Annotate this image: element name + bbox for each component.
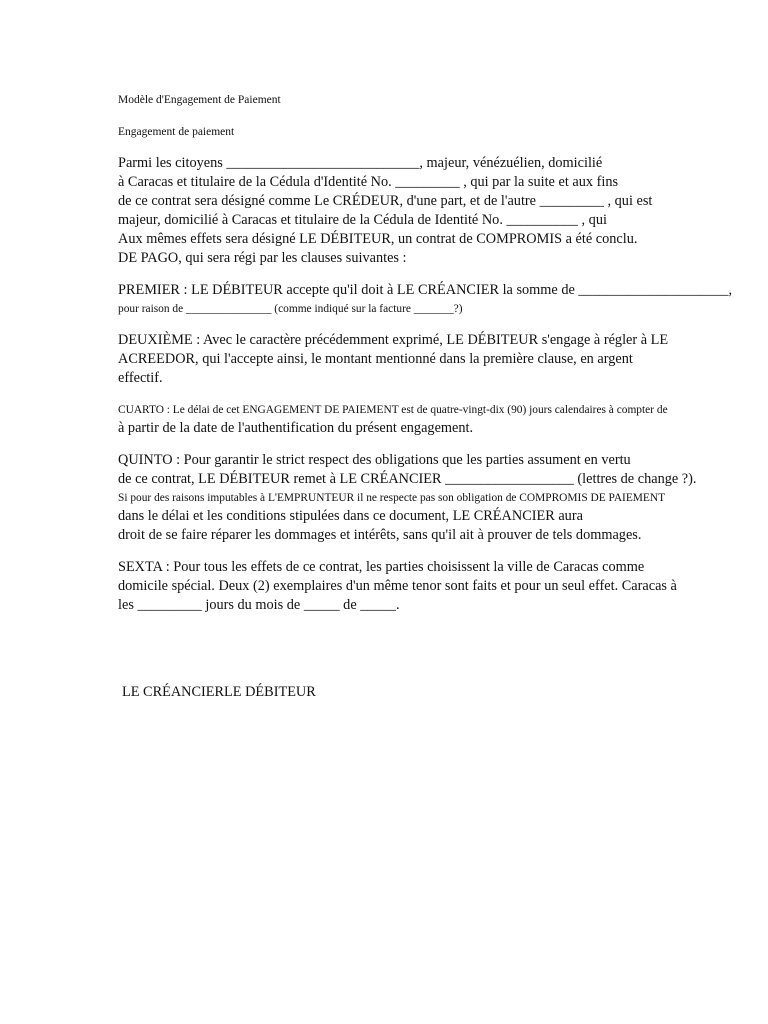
paragraph-line: QUINTO : Pour garantir le strict respect des obligations que les parties assument en vertu	[118, 452, 631, 468]
paragraph-line: pour raison de _______________ (comme indiqué sur la facture _______?)	[118, 303, 463, 315]
paragraph-line: majeur, domicilié à Caracas et titulaire de la Cédula de Identité No. __________ , qui	[118, 212, 607, 228]
paragraph-line: ACREEDOR, qui l'accepte ainsi, le montant mentionné dans la première clause, en argent	[118, 351, 633, 367]
document-title: Modèle d'Engagement de Paiement	[118, 94, 281, 106]
paragraph-line: PREMIER : LE DÉBITEUR accepte qu'il doit à LE CRÉANCIER la somme de _____________________,	[118, 282, 733, 298]
clause-cuarto	[118, 401, 693, 438]
paragraph-line: droit de se faire réparer les dommages et intérêts, sans qu'il ait à prouver de tels dommages.	[118, 527, 642, 543]
clause-sexta	[118, 558, 693, 615]
paragraph-line: à partir de la date de l'authentification du présent engagement.	[118, 420, 474, 436]
clause-quinto	[118, 451, 697, 545]
paragraph-line: de ce contrat sera désigné comme Le CRÉDEUR, d'une part, et de l'autre _________ , qui est	[118, 193, 653, 209]
paragraph-parties	[118, 154, 693, 268]
paragraph-line: Parmi les citoyens ___________________________, majeur, vénézuélien, domicilié	[118, 155, 603, 171]
clause-deuxieme	[118, 331, 693, 388]
paragraph-line: DEUXIÈME : Avec le caractère précédemment exprimé, LE DÉBITEUR s'engage à régler à LE	[118, 332, 669, 348]
document-body	[118, 92, 733, 615]
paragraph-line: DE PAGO, qui sera régi par les clauses suivantes :	[118, 250, 407, 266]
paragraph-line: de ce contrat, LE DÉBITEUR remet à LE CRÉANCIER __________________ (lettres de change ?).	[118, 471, 697, 487]
signature-line: LE CRÉANCIERLE DÉBITEUR	[122, 684, 316, 700]
paragraph-line: effectif.	[118, 370, 163, 386]
paragraph-line: Si pour des raisons imputables à L'EMPRUNTEUR il ne respecte pas son obligation de COMPROMIS DE PAIEMENT	[118, 492, 666, 504]
paragraph-line: SEXTA : Pour tous les effets de ce contrat, les parties choisissent la ville de Caracas comme	[118, 559, 645, 575]
paragraph-line: domicile spécial. Deux (2) exemplaires d'un même tenor sont faits et pour un seul effet. Caracas à	[118, 578, 677, 594]
document-subtitle: Engagement de paiement	[118, 126, 235, 138]
paragraph-line: à Caracas et titulaire de la Cédula d'Identité No. _________ , qui par la suite et aux fins	[118, 174, 619, 190]
clause-premier	[118, 281, 733, 318]
paragraph-line: Aux mêmes effets sera désigné LE DÉBITEUR, un contrat de COMPROMIS a été conclu.	[118, 231, 638, 247]
paragraph-line: CUARTO : Le délai de cet ENGAGEMENT DE PAIEMENT est de quatre-vingt-dix (90) jours calendaires à compter de	[118, 404, 668, 416]
paragraph-line: les _________ jours du mois de _____ de _____.	[118, 597, 400, 613]
paragraph-line: dans le délai et les conditions stipulées dans ce document, LE CRÉANCIER aura	[118, 508, 583, 524]
